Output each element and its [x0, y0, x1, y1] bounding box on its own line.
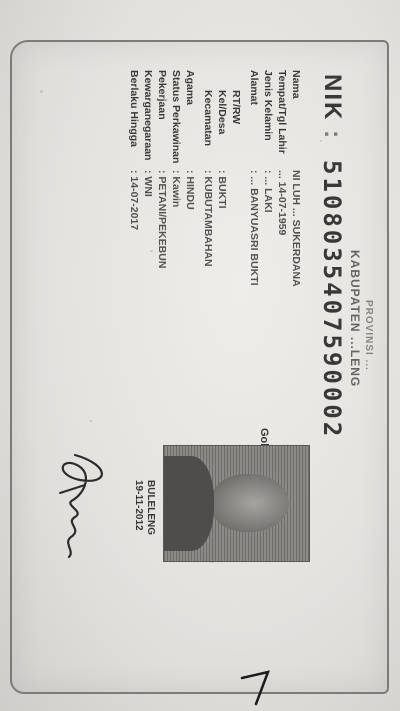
id-photo: [163, 445, 310, 562]
field-value: : HINDU: [184, 170, 196, 210]
field-kewarganegaraan: [142, 70, 154, 197]
nik-value: 5108035407590002: [318, 160, 346, 440]
nik-colon: :: [319, 130, 346, 138]
field-label: Berlaku Hingga: [128, 70, 140, 148]
nik-label: NIK: [319, 74, 346, 122]
field-kecamatan: [202, 90, 214, 267]
field-value: ... 14-07-1959: [276, 170, 288, 236]
pen-mark: [238, 668, 278, 708]
field-value: : Kawin: [170, 170, 182, 208]
field-label: RT/RW: [230, 90, 242, 125]
issue-place: BULELENG: [145, 480, 156, 535]
header-province: PROVINSI ...: [363, 300, 374, 371]
field-label: Pekerjaan: [156, 70, 168, 120]
field-label: Kel/Desa: [216, 90, 228, 135]
field-label: Tempat/Tgl Lahir: [276, 70, 288, 154]
field-rt-rw: [230, 90, 242, 170]
field-nama: [290, 70, 302, 287]
field-value: NI LUH ... SUKERDANA: [290, 170, 302, 287]
field-value: : ... BANYUASRI BUKTI: [248, 170, 260, 286]
field-pekerjaan: [156, 70, 168, 268]
photo-face: [211, 474, 289, 532]
field-label: Kewarganegaraan: [142, 70, 154, 161]
id-card-content: [20, 50, 380, 690]
field-label: Agama: [184, 70, 196, 106]
field-berlaku-hingga: [128, 70, 140, 230]
header-regency: KABUPATEN ...LENG: [348, 250, 362, 388]
field-label: Jenis Kelamin: [262, 70, 274, 141]
field-status-perkawinan: [170, 70, 182, 207]
field-label: Alamat: [248, 70, 260, 106]
field-value: : KUBUTAMBAHAN: [202, 170, 214, 267]
field-label: Kecamatan: [202, 90, 214, 147]
field-agama: [184, 70, 196, 210]
signature: [45, 445, 115, 565]
field-jenis-kelamin: [262, 70, 274, 213]
photo-shoulders: [164, 456, 214, 551]
field-alamat: [248, 70, 260, 286]
field-value: : PETANI/PEKEBUN: [156, 170, 168, 269]
field-label: Nama: [290, 70, 302, 99]
field-kel-desa: [216, 90, 228, 209]
issue-date: 19-11-2012: [133, 480, 144, 531]
field-value: : WNI: [142, 170, 154, 197]
field-label: Status Perkawinan: [170, 70, 182, 164]
field-value: : 14-07-2017: [128, 170, 140, 231]
field-tempat-tgl-lahir: [276, 70, 288, 235]
field-value: : BUKTI: [216, 170, 228, 209]
field-value: : ... LAKI: [262, 170, 274, 213]
